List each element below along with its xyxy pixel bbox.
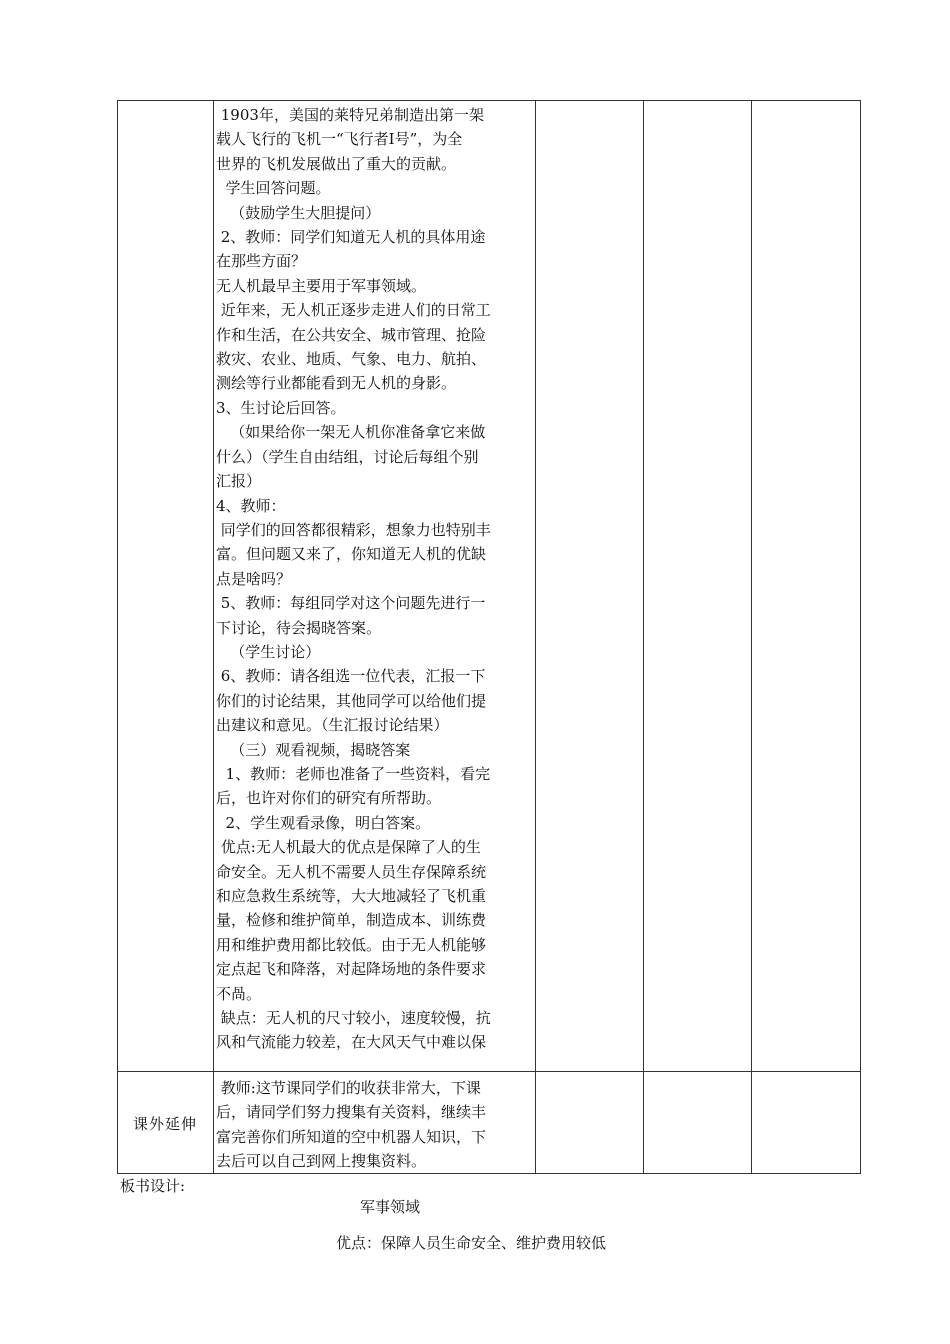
text-line: 量，检修和维护简单，制造成本、训练费 [216,911,487,930]
table-border-left [117,100,118,1173]
table-border-bottom [117,1173,861,1174]
row-divider [117,1071,861,1072]
text-line: 同学们的回答都很精彩，想象力也特别丰 [216,520,491,539]
text-line: 世界的飞机发展做出了重大的贡献。 [216,154,457,173]
text-line: 2、教师：同学们知道无人机的具体用途 [216,228,486,247]
text-line: 风和气流能力较差，在大风天气中难以保 [216,1033,487,1052]
table-border-right [860,100,861,1173]
text-line: 6、教师：请各组选一位代表，汇报一下 [216,667,486,686]
text-line: 1、教师：老师也准备了一些资料，看完 [216,764,491,783]
extension-row-label: 课外延伸 [132,1115,197,1133]
text-line: 2、学生观看录像，明白答案。 [216,813,431,832]
text-line: 载人飞行的飞机一“飞行者Ⅰ号”，为全 [216,130,463,149]
text-line: 无人机最早主要用于军事领域。 [216,276,427,295]
text-line: 救灾、农业、地质、气象、电力、航拍、 [216,350,487,369]
text-line: （如果给你一架无人机你准备拿它来做 [216,423,486,442]
table-divider-3 [643,100,644,1173]
text-line: 点是啥吗？ [216,569,292,588]
text-line: 命安全。无人机不需要人员生存保障系统 [216,862,487,881]
text-line: 测绘等行业都能看到无人机的身影。 [216,374,457,393]
board-design-label: 板书设计: [120,1177,186,1195]
text-line: 富完善你们所知道的空中机器人知识，下 [216,1127,487,1146]
text-line: 出建议和意见。（生汇报讨论结果） [216,716,449,735]
table-divider-4 [751,100,752,1173]
text-line: 不咼。 [216,984,262,1003]
text-line: 教师:这节课同学们的收获非常大，下课 [216,1079,481,1097]
text-line: 在那些方面？ [216,252,307,271]
extension-content-cell [213,1074,535,1173]
text-line: 和应急救生系统等，大大地减轻了飞机重 [216,887,487,905]
text-line: 4、教师： [216,496,286,515]
text-line: 汇报） [216,472,262,491]
text-line: 后，请同学们努力搜集有关资料，继续丰 [216,1103,487,1122]
text-line: 优点:无人机最大的优点是保障了人的生 [216,838,481,857]
text-line: 下讨论，待会揭晓答案。 [216,618,382,637]
table-divider-2 [535,100,536,1173]
board-line-military: 军事领域 [360,1198,421,1216]
lesson-table [117,100,861,1173]
text-line: 用和维护费用都比较低。由于无人机能够 [216,935,487,954]
text-line: （鼓励学生大胆提问） [216,203,381,222]
text-line: 什么）（学生自由结组，讨论后每组个别 [216,447,479,466]
text-line: 后，也许对你们的研究有所帮助。 [216,789,442,808]
text-line: 去后可以自己到网上搜集资料。 [216,1152,427,1171]
text-line: 你们的讨论结果，其他同学可以给他们提 [216,691,487,710]
text-line: 5、教师：每组同学对这个问题先进行一 [216,594,486,613]
text-line: 作和生活，在公共安全、城市管理、抢险 [216,325,487,344]
text-line: 富。但问题又来了，你知道无人机的优缺 [216,545,487,564]
text-line: 1903年，美国的莱特兄弟制造出第一架 [216,106,484,124]
text-line: 学生回答问题。 [216,179,331,198]
text-line: 3、生讨论后回答。 [216,398,346,417]
text-line: （学生讨论） [216,642,321,661]
text-line: （三）观看视频，揭晓答案 [216,740,411,759]
text-line: 定点起飞和降落，对起降场地的条件要求 [216,960,487,979]
board-line-advantages: 优点：保障人员生命安全、维护费用较低 [336,1234,607,1252]
text-line: 缺点：无人机的尺寸较小，速度较慢，抗 [216,1009,491,1028]
text-line: 近年来，无人机正逐步走进人们的日常工 [216,301,491,320]
teaching-process-cell [213,100,535,1071]
